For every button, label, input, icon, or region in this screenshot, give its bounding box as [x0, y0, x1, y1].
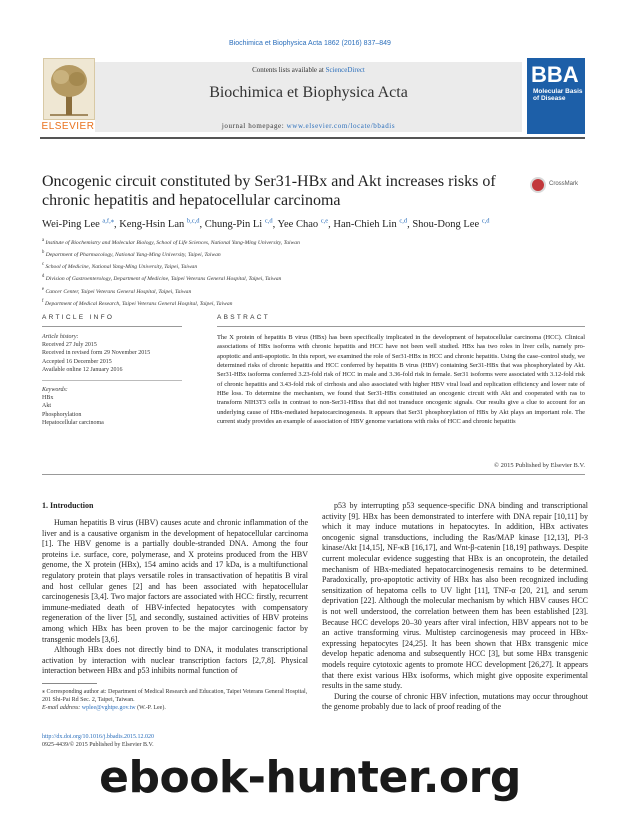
author-name: Chung-Pin Li [204, 218, 263, 230]
keyword: Akt [42, 403, 51, 410]
body-paragraph: During the course of chronic HBV infection, mutations may occur throughout the genome probably due to lack of proof reading of the [322, 691, 588, 712]
author-affiliation-marks[interactable]: c,d [399, 217, 408, 224]
homepage-prefix: journal homepage: [221, 122, 287, 130]
author [412, 219, 489, 230]
affiliation-text: Division of Gastroenterology, Department of Medicine, Taipei Veterans General Hospital, Taipei, Taiwan [45, 276, 282, 283]
affiliation-text: Institute of Biochemistry and Molecular Biology, School of Life Sciences, National Yang-Ming University, Taiwan [45, 239, 300, 246]
affiliation-mark: b [42, 250, 45, 256]
contents-prefix: Contents lists available at [252, 66, 326, 74]
keywords-divider [42, 380, 182, 381]
keywords-block [42, 386, 202, 427]
abstract-copyright: © 2015 Published by Elsevier B.V. [494, 462, 585, 469]
cover-title: BBA [531, 62, 579, 87]
author: Yee Chao $^{c,e}$, [277, 217, 334, 230]
footnote-divider [42, 683, 97, 684]
history-label: Article history: [42, 334, 79, 340]
header-divider [40, 137, 585, 139]
article-info-heading: ARTICLE INFO [42, 314, 115, 321]
author: Keng-Hsin Lan $^{b,c,d}$, [119, 217, 205, 230]
history-item: Received in revised form 29 November 2015 [42, 350, 151, 357]
keyword: Hepatocellular carcinoma [42, 419, 104, 426]
journal-homepage-line [95, 122, 522, 130]
affiliation [42, 272, 582, 284]
issn-line: 0925-4439/© 2015 Published by Elsevier B.V. [42, 742, 154, 748]
abstract-heading: ABSTRACT [217, 314, 271, 321]
author-affiliation-marks[interactable]: c,d [264, 217, 273, 224]
affiliation-text: Department of Medical Research, Taipei Veterans General Hospital, Taipei, Taiwan [44, 300, 233, 307]
affiliation-mark: a [42, 238, 45, 243]
author-name: Shou-Dong Lee [412, 218, 480, 230]
article-history [42, 333, 202, 374]
affiliation [42, 297, 582, 309]
affiliation-text: Department of Pharmacology, National Yang-Ming University, Taipei, Taiwan [45, 252, 221, 259]
abstract-divider [217, 326, 585, 327]
keyword-items [42, 394, 202, 427]
body-paragraph: Human hepatitis B virus (HBV) causes acute and chronic inflammation of the liver and is a causative organism in the development of hepatocellular carcinoma [1]. The HBV genome is a partially double-stranded DNA. Among the four proteins i.e. surface, core, polymerase, and X proteins produced from the HBV genome, the X protein (HBx), 154 amino acids and 17 kDa, is a multifunctional regulatory protein that plays versatile roles in transactivation of hepatitis B viral and host cellular genes [2] and has been associated with hepatocellular carcinogenesis [3,4]. Two major factors are associated with HCC: firstly, recurrent immune-mediated death of HBV-infected hepatocytes with compensatory regeneration of the liver [5], and secondly, sustained activities of HBV proteins among which HBx has been proven to be the major carcinogenic factor by transgenic models [3,6]. [42, 518, 308, 644]
homepage-link[interactable]: www.elsevier.com/locate/bbadis [286, 122, 396, 130]
history-items [42, 341, 202, 374]
sciencedirect-link[interactable]: ScienceDirect [325, 66, 365, 74]
author: Han-Chieh Lin $^{c,d}$, [333, 217, 413, 230]
affiliation-mark: f [42, 298, 44, 304]
abstract-bottom-divider [42, 474, 585, 475]
journal-citation-link[interactable]: Biochimica et Biophysica Acta 1862 (2016) 837–849 [229, 40, 391, 47]
author-affiliation-marks[interactable]: c,d [481, 217, 490, 224]
crossmark-label: CrossMark [549, 181, 579, 187]
article-title: Oncogenic circuit constituted by Ser31-HBx and Akt increases risks of chronic hepatitis and hepatocellular carcinoma [42, 173, 496, 209]
doi-link[interactable]: http://dx.doi.org/10.1016/j.bbadis.2015.12.020 [42, 734, 155, 740]
affiliation [42, 260, 582, 272]
keywords-label: Keywords: [42, 387, 68, 393]
body-column-right [322, 501, 588, 713]
affiliation [42, 248, 582, 260]
author-name: Wei-Ping Lee [42, 218, 100, 230]
author-affiliation-marks[interactable]: c,e [320, 217, 329, 224]
author-name: Yee Chao [277, 218, 319, 230]
journal-name: Biochimica et Biophysica Acta [209, 84, 408, 101]
affiliation-mark: e [42, 286, 45, 292]
author-name: Keng-Hsin Lan [119, 218, 185, 230]
author-affiliation-marks[interactable]: b,c,d [186, 217, 200, 224]
crossmark-badge[interactable] [530, 177, 590, 197]
history-item: Available online 12 January 2016 [42, 366, 123, 373]
affiliation-list [42, 236, 582, 309]
author: Wei-Ping Lee $^{a,f,⁎}$, [42, 217, 120, 230]
elsevier-wordmark: ELSEVIER [41, 121, 95, 132]
elsevier-logo [40, 58, 96, 134]
contents-available-line [95, 66, 522, 74]
article-info-divider [42, 326, 182, 327]
abstract-text: The X protein of hepatitis B virus (HBx) has been specifically implicated in the development of hepatocellular carcinoma (HCC). Clinical associations of HBx isoforms with chronic hepatitis and HCC have not been well studied. HBx has two roles in liver cells, namely pro-apoptotic and anti-apoptotic. In this report, we examined the role of Ser31-HBx in HCC and chronic hepatitis. Using the case–control study, we determined risks of chronic hepatitis and HCC conferred by hepatitis B virus (HBV) containing Ser31-HBx that was phosphorylated by Akt. Ser31-HBx isoforms conferred 3.23-fold risk of HCC in male and 3.36-fold risk in female. Ser31 isoforms were associated with 3.12-fold risk of chronic hepatitis and 3.43-fold risk of cirrhosis and also associated with higher HBV viral load and replication efficiency and lower rate of HBe loss. To determine the mechanism, we found that Ser31-HBx constituted an oncogenic circuit with Akt and cooperated with ras to transform NIH3T3 cells in contrast to non-Ser31-HBxs that did not transduce oncogenic signals. Our results give a clue to account for an underlying cause of HBx-mediated hepatocarcinogenesis. It appears that Ser31 phosphorylation of HBx by Akt plays an important role. The current study provides an example of association of HBV genome variations with risks of HCC and chronic hepatitis [217, 334, 585, 426]
watermark-text: ebook-hunter.org [99, 752, 521, 803]
keyword: HBx [42, 395, 54, 402]
history-item: Accepted 16 December 2015 [42, 358, 112, 365]
keyword: Phosphorylation [42, 411, 82, 418]
author-email-link[interactable]: wplee@vghtpe.gov.tw [81, 705, 136, 711]
body-paragraph: p53 by interrupting p53 sequence-specific DNA binding and transcriptional activity [9]. HBx has been demonstrated to interfere with DNA repair [10,11] by which it may induce mutations in hepatocytes. In addition, HBx activates oncogenic signal transductions, including the Ras/MAP kinase [12,13], PI-3 kinase/Akt [14,15], NF-κB [16,17], and Wnt-β-catenin [18,19] pathways. Despite current molecular evidence suggesting that HBx is an oncoprotein, the detailed mechanism of HBx-mediated hepatocarcinogenesis remains to be determined. Paradoxically, pro-apoptotic activity of HBx has also been recognized including sensitization of hepatoma cells to UV light [11], TNF-α [20, 21], and serum deprivation [22]. Although the molecular mechanism by which HBV causes HCC is not well understood, the correlation between them has been established [23]. Because HCC develops 20–30 years after viral infection, HBV appears not to be an active transforming virus. Multistep carcinogenesis may proceed in HBx-expressing hepatocytes [24,25]. It has been shown that HBx transgenic mice develop hepatic adenoma and subsequently HCC [3], but some HBx transgenic models require cytotoxic agents to promote HCC development [26,27]. It appears that there exist various HBx isoforms, which might give opposite experimental results in the same study. [322, 501, 588, 691]
affiliation-text: Cancer Center, Taipei Veterans General Hospital, Taipei, Taiwan [45, 288, 192, 295]
affiliation [42, 236, 582, 248]
affiliation-text: School of Medicine, National Yang-Ming University, Taipei, Taiwan [45, 264, 198, 271]
author-name: Han-Chieh Lin [333, 218, 397, 230]
footnote-text: ⁎ Corresponding author at: Department of Medical Research and Education, Taipei Veterans General Hospital, 201 Shi-Pai Rd Sec. 2, Taipei, Taiwan. [42, 689, 308, 703]
elsevier-tree-icon [43, 58, 95, 120]
history-item: Received 27 July 2015 [42, 342, 97, 349]
cover-subtitle: Molecular Basis of Disease [533, 88, 583, 102]
crossmark-icon [530, 177, 546, 193]
author-affiliation-marks[interactable]: a,f,⁎ [102, 217, 114, 224]
affiliation-mark: d [42, 274, 45, 280]
introduction-heading: 1. Introduction [42, 501, 94, 510]
affiliation-mark: c [42, 262, 45, 268]
journal-cover-thumbnail[interactable] [527, 58, 585, 134]
author-list [42, 216, 602, 230]
corresponding-author-footnote [42, 688, 308, 712]
author: Chung-Pin Li $^{c,d}$, [204, 217, 278, 230]
affiliation [42, 285, 582, 297]
email-suffix: (W.-P. Lee). [135, 705, 166, 711]
body-paragraph: Although HBx does not directly bind to DNA, it modulates transcriptional activation by interaction with nuclear transcription factors [2,7,8]. Physical interaction between HBx and p53 inhibits normal function of [42, 645, 308, 676]
email-label: E-mail address: [42, 705, 82, 711]
body-column-left [42, 518, 308, 677]
